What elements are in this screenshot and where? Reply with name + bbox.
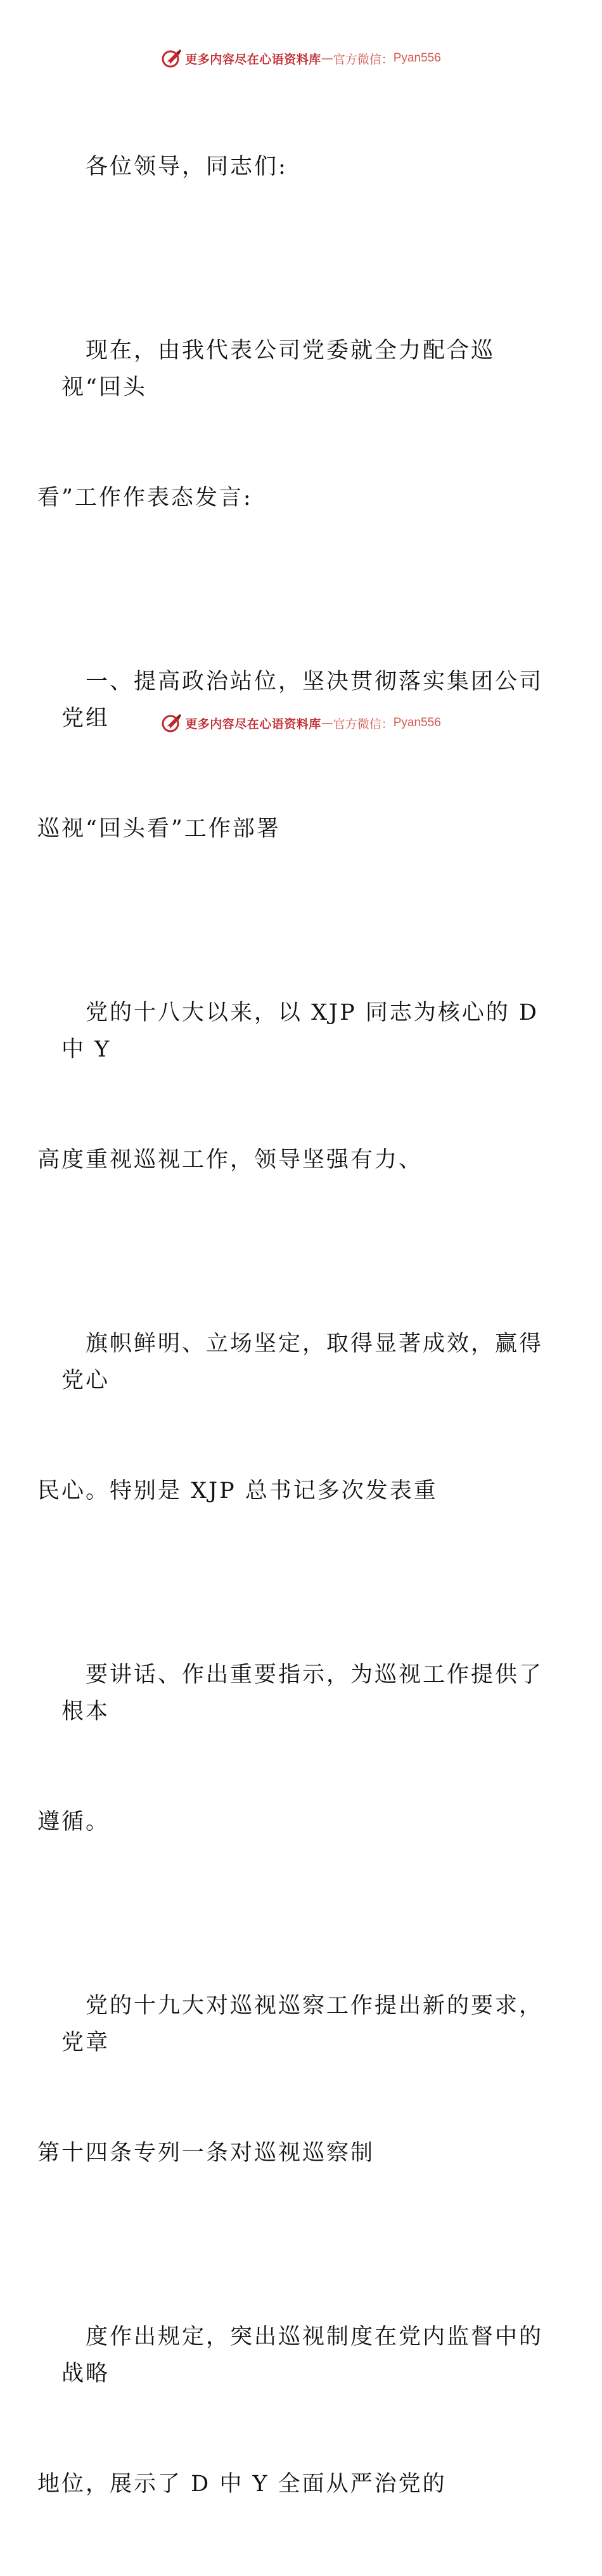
banner-dash: — — [321, 51, 333, 65]
banner-wechat-id: Pyan556 — [393, 51, 441, 65]
paragraph — [37, 1914, 544, 2245]
pen-nib-logo-icon — [161, 48, 183, 69]
text-line: 要讲话、作出重要指示，为巡视工作提供了根本 — [61, 1662, 544, 1724]
text-line: 旗帜鲜明、立场坚定，取得显著成效，赢得党心 — [61, 1331, 544, 1393]
text-line: 遵循。 — [37, 1809, 110, 1835]
banner-wechat-label: 官方微信： — [333, 52, 394, 67]
paragraph — [37, 1583, 544, 1914]
banner-dash: — — [321, 716, 333, 730]
banner-wechat-id: Pyan556 — [393, 716, 441, 729]
text-line: 看”工作作表态发言: — [37, 485, 253, 511]
document-body — [37, 75, 548, 2576]
header-watermark — [0, 46, 602, 71]
text-line: 度作出规定，突出巡视制度在党内监督中的战略 — [61, 2324, 544, 2386]
paragraph — [37, 2245, 544, 2576]
text-line: 高度重视巡视工作，领导坚强有力、 — [37, 1147, 423, 1173]
paragraph — [61, 75, 543, 259]
footer-watermark — [0, 710, 602, 736]
text-line: 一、提高政治站位，坚决贯彻落实集团公司党组 — [61, 669, 544, 731]
banner-main-text: 更多内容尽在心语资料库 — [185, 52, 321, 67]
paragraph — [37, 921, 548, 1252]
paragraph — [37, 1252, 544, 1583]
banner-main-text: 更多内容尽在心语资料库 — [185, 717, 321, 731]
pen-nib-logo-icon — [161, 712, 183, 734]
text-line: 现在，由我代表公司党委就全力配合巡视“回头 — [61, 338, 496, 400]
text-line: 民心。特别是 XJP 总书记多次发表重 — [37, 1478, 438, 1504]
text-line: 各位领导，同志们: — [86, 154, 288, 179]
text-line: 党的十八大以来，以 XJP 同志为核心的 D 中 Y — [61, 1000, 548, 1062]
text-line: 巡视“回头看”工作部署 — [37, 816, 281, 842]
text-line: 地位，展示了 D 中 Y 全面从严治党的 — [37, 2471, 447, 2497]
banner-wechat-label: 官方微信： — [333, 717, 394, 731]
text-line: 第十四条专列一条对巡视巡察制 — [37, 2140, 375, 2166]
paragraph — [37, 590, 544, 921]
text-line: 党的十九大对巡视巡察工作提出新的要求，党章 — [61, 1993, 544, 2055]
paragraph — [37, 259, 543, 590]
